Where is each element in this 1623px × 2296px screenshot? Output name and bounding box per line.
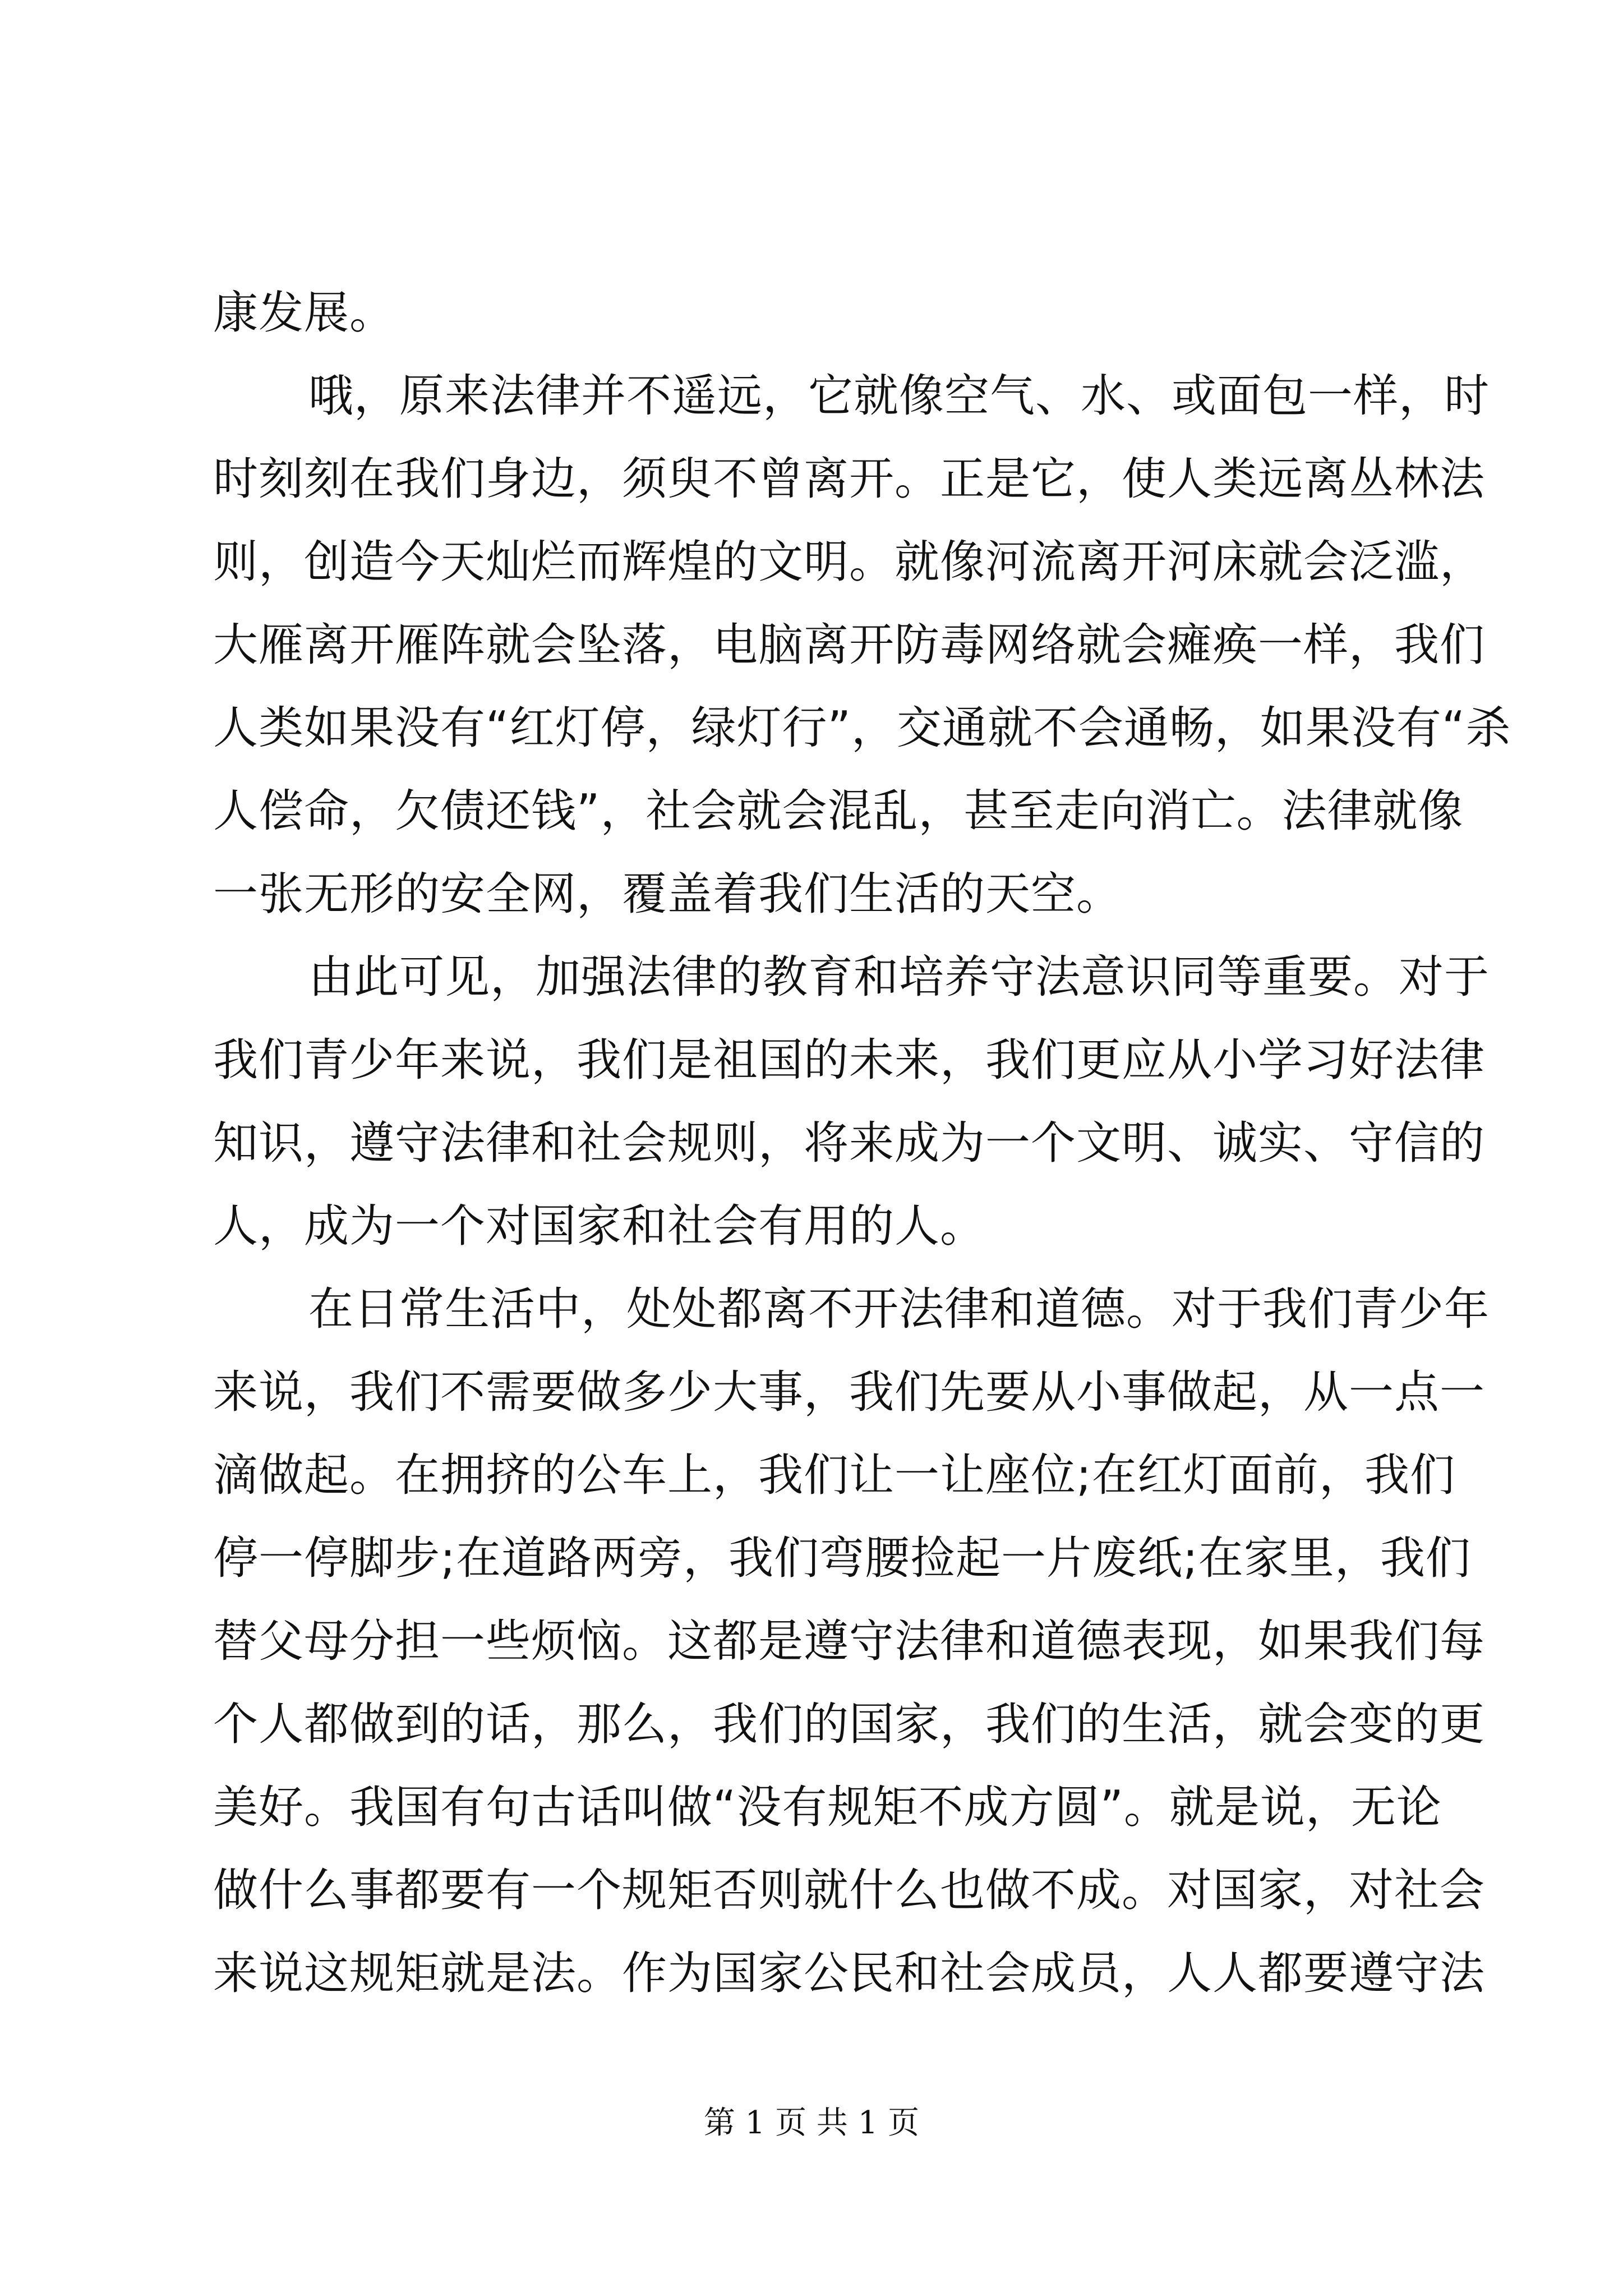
- text-line: 知识，遵守法律和社会规则，将来成为一个文明、诚实、守信的: [213, 1117, 1485, 1169]
- text-line: 时刻刻在我们身边，须臾不曾离开。正是它，使人类远离丛林法: [213, 453, 1485, 505]
- text-line: 人，成为一个对国家和社会有用的人。: [213, 1200, 985, 1252]
- text-line: 替父母分担一些烦恼。这都是遵守法律和道德表现，如果我们每: [213, 1615, 1485, 1667]
- text-line: 停一停脚步;在道路两旁，我们弯腰捡起一片废纸;在家里，我们: [213, 1532, 1471, 1584]
- document-body: [213, 272, 1511, 2015]
- text-line: 个人都做到的话，那么，我们的国家，我们的生活，就会变的更: [213, 1698, 1485, 1750]
- text-line: 滴做起。在拥挤的公车上，我们让一让座位;在红灯面前，我们: [213, 1449, 1455, 1501]
- page-footer: 第 1 页 共 1 页: [703, 2105, 920, 2141]
- text-line: 一张无形的安全网，覆盖着我们生活的天空。: [213, 868, 1122, 920]
- text-line: 我们青少年来说，我们是祖国的未来，我们更应从小学习好法律: [213, 1034, 1485, 1086]
- text-line: 哦，原来法律并不遥远，它就像空气、水、或面包一样，时: [308, 370, 1490, 422]
- text-line: 人偿命，欠债还钱”，社会就会混乱，甚至走向消亡。法律就像: [213, 785, 1464, 837]
- text-line: 来说，我们不需要做多少大事，我们先要从小事做起，从一点一: [213, 1366, 1485, 1418]
- text-line: 美好。我国有句古话叫做“没有规矩不成方圆”。就是说，无论: [213, 1781, 1442, 1833]
- text-line: 在日常生活中，处处都离不开法律和道德。对于我们青少年: [308, 1283, 1490, 1335]
- text-line: 大雁离开雁阵就会坠落，电脑离开防毒网络就会瘫痪一样，我们: [213, 619, 1485, 671]
- text-line: 则，创造今天灿烂而辉煌的文明。就像河流离开河床就会泛滥，: [213, 536, 1485, 588]
- text-line: 人类如果没有“红灯停，绿灯行”，交通就不会通畅，如果没有“杀: [213, 702, 1511, 754]
- text-line: 由此可见，加强法律的教育和培养守法意识同等重要。对于: [308, 951, 1490, 1003]
- text-line: 来说这规矩就是法。作为国家公民和社会成员，人人都要遵守法: [213, 1947, 1485, 1999]
- text-line: 康发展。: [213, 287, 395, 339]
- text-line: 做什么事都要有一个规矩否则就什么也做不成。对国家，对社会: [213, 1864, 1485, 1916]
